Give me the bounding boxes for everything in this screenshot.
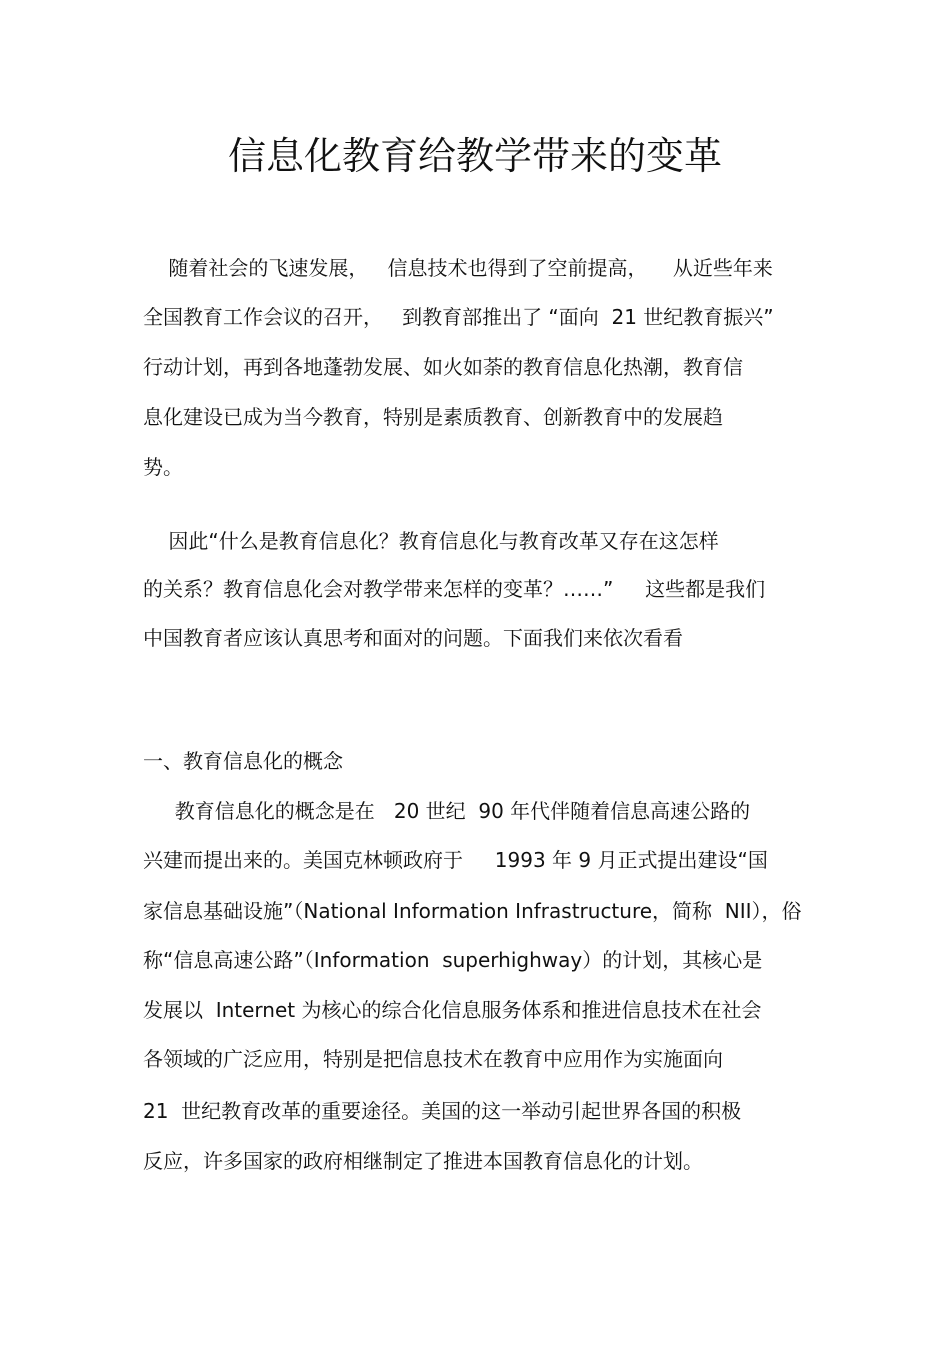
text-line: 兴建而提出来的。美国克林顿政府于 1993 年 9 月正式提出建设“国: [143, 848, 768, 872]
document-title: 信息化教育给教学带来的变革: [227, 134, 722, 178]
text-line: 反应，许多国家的政府相继制定了推进本国教育信息化的计划。: [143, 1149, 703, 1173]
text-line: 发展以 Internet 为核心的综合化信息服务体系和推进信息技术在社会: [143, 998, 762, 1022]
text-line: 21 世纪教育改革的重要途径。美国的这一举动引起世界各国的积极: [143, 1099, 742, 1123]
text-line: 息化建设已成为当今教育，特别是素质教育、创新教育中的发展趋: [143, 405, 723, 429]
text-line: 势。: [143, 455, 183, 479]
text-line: 因此“什么是教育信息化？教育信息化与教育改革又存在这怎样: [143, 529, 719, 553]
text-line: 家信息基础设施”（National Information Infrastructure，简称 NII），俗: [143, 899, 802, 923]
text-line: 的关系？教育信息化会对教学带来怎样的变革？……” 这些都是我们: [143, 577, 766, 601]
text-line: 中国教育者应该认真思考和面对的问题。下面我们来依次看看: [143, 626, 683, 650]
text-line: 各领域的广泛应用，特别是把信息技术在教育中应用作为实施面向: [143, 1047, 723, 1071]
section-heading: 一、教育信息化的概念: [143, 749, 343, 773]
text-line: 教育信息化的概念是在 20 世纪 90 年代伴随着信息高速公路的: [143, 799, 751, 823]
text-line: 行动计划，再到各地蓬勃发展、如火如荼的教育信息化热潮，教育信: [143, 355, 743, 379]
text-line: 称“信息高速公路”（Information superhighway）的计划，其核心是: [143, 948, 763, 972]
text-line: 全国教育工作会议的召开， 到教育部推出了 “面向 21 世纪教育振兴”: [143, 305, 774, 329]
text-line: 随着社会的飞速发展， 信息技术也得到了空前提高， 从近些年来: [143, 256, 773, 280]
